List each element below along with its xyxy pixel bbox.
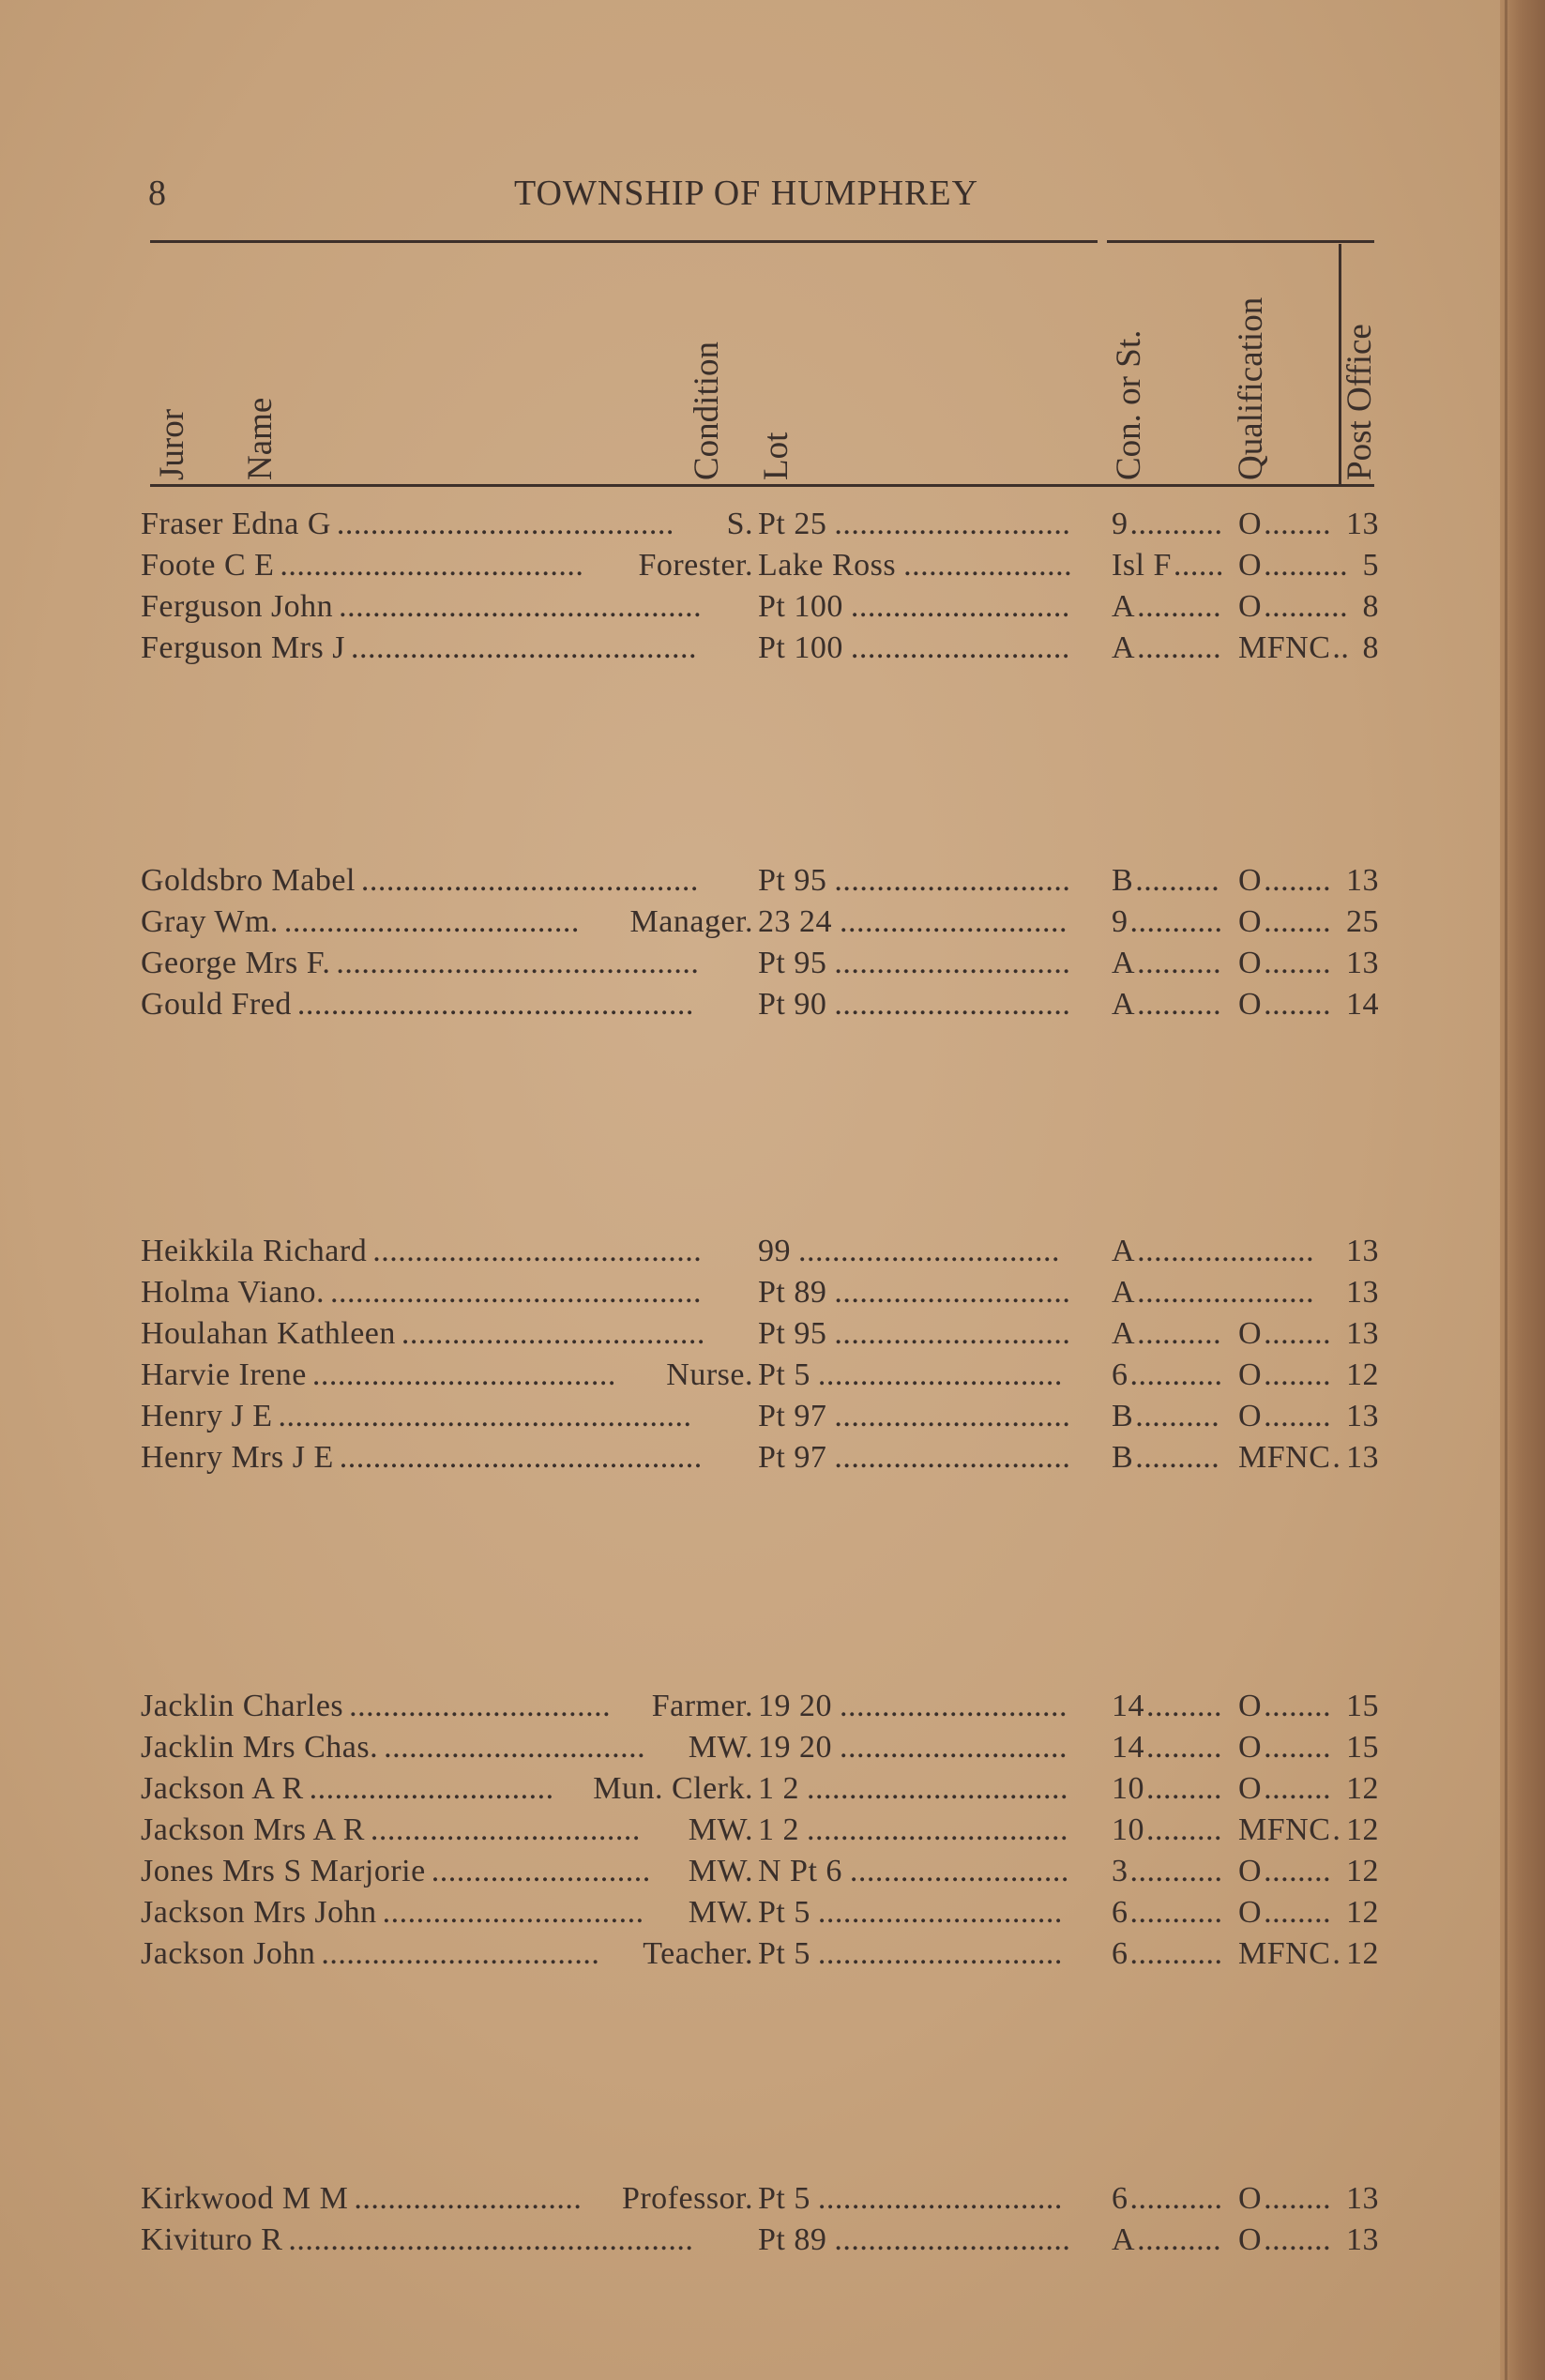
leader-dots: ........................... — [840, 1730, 1068, 1765]
entry-lot: Pt 89 — [758, 1275, 827, 1310]
entry-post-office: 8 — [1362, 589, 1379, 624]
juror-entry — [0, 1730, 1501, 1771]
leader-dots: ........ — [1264, 1771, 1332, 1806]
entry-post-office: 12 — [1346, 1812, 1379, 1847]
entry-qualification: MFNC — [1238, 1812, 1331, 1847]
leader-dots: ........ — [1264, 1689, 1332, 1723]
leader-dots: ........ — [1264, 2181, 1332, 2216]
entry-name: Jacklin Charles — [141, 1689, 344, 1723]
leader-dots: ........ — [1264, 1316, 1332, 1351]
leader-dots: ........ — [1264, 904, 1332, 939]
entry-name: Ferguson John — [141, 589, 334, 624]
entry-post-office: 25 — [1346, 904, 1379, 939]
entry-con: 10 — [1112, 1812, 1144, 1847]
entry-lot: 19 20 — [758, 1689, 832, 1723]
entry-lot: Pt 97 — [758, 1399, 827, 1433]
entry-name: Jackson Mrs A R — [141, 1812, 365, 1847]
entry-con: B — [1112, 863, 1134, 898]
leader-dots: .................................... — [280, 548, 584, 583]
entry-lot: Pt 90 — [758, 987, 827, 1022]
leader-dots: .................................... — [401, 1316, 705, 1351]
leader-dots: ..................... — [1137, 1234, 1315, 1268]
entry-con: B — [1112, 1440, 1134, 1475]
entry-con: A — [1112, 2222, 1136, 2257]
entry-condition: Farmer. — [651, 1689, 753, 1723]
leader-dots: ................................ — [370, 1812, 641, 1847]
entry-name: Harvie Irene — [141, 1357, 307, 1392]
running-title: TOWNSHIP OF HUMPHREY — [514, 174, 979, 213]
entry-name: Ferguson Mrs J — [141, 630, 345, 665]
entry-name: Henry Mrs J E — [141, 1440, 334, 1475]
entry-name: Kivituro R — [141, 2222, 283, 2257]
juror-entry — [0, 1357, 1501, 1399]
juror-entry — [0, 1316, 1501, 1357]
page-number: 8 — [148, 174, 166, 213]
leader-dots: ............................. — [817, 2181, 1063, 2216]
entry-post-office: 14 — [1346, 987, 1379, 1022]
entry-lot: Pt 97 — [758, 1440, 827, 1475]
entry-con: A — [1112, 630, 1136, 665]
entry-lot: Lake Ross — [758, 548, 897, 583]
entry-con: 14 — [1112, 1730, 1144, 1765]
juror-entry — [0, 630, 1501, 672]
entry-name: Goldsbro Mabel — [141, 863, 356, 898]
entry-name: Jackson Mrs John — [141, 1895, 377, 1930]
entry-con: 9 — [1112, 904, 1128, 939]
entry-qualification: O — [1238, 1730, 1263, 1765]
entry-name: Heikkila Richard — [141, 1234, 368, 1268]
leader-dots: ........... — [1129, 1854, 1223, 1888]
entry-lot: 99 — [758, 1234, 791, 1268]
entry-qualification: MFNC — [1238, 630, 1331, 665]
leader-dots: ......... — [1146, 1730, 1222, 1765]
entry-post-office: 13 — [1346, 1234, 1379, 1268]
juror-entry — [0, 548, 1501, 589]
entry-qualification: O — [1238, 548, 1263, 583]
leader-dots: ............................... — [349, 1689, 612, 1723]
entry-lot: Pt 95 — [758, 863, 827, 898]
leader-dots: ............................ — [834, 1275, 1071, 1310]
entry-condition: Nurse. — [666, 1357, 753, 1392]
leader-dots: ................................... — [283, 904, 580, 939]
entry-lot: 1 2 — [758, 1771, 799, 1806]
entry-lot: Pt 5 — [758, 2181, 810, 2216]
entry-lot: Pt 25 — [758, 507, 827, 541]
entry-con: A — [1112, 946, 1136, 980]
entry-post-office: 12 — [1346, 1895, 1379, 1930]
leader-dots: ......................................... — [350, 630, 697, 665]
entry-post-office: 13 — [1346, 1316, 1379, 1351]
leader-dots: ................................. — [321, 1936, 600, 1971]
leader-dots: .. — [1332, 630, 1350, 665]
entry-post-office: 12 — [1346, 1936, 1379, 1971]
entry-con: A — [1112, 1275, 1136, 1310]
leader-dots: ............................... — [384, 1730, 646, 1765]
leader-dots: ......... — [1146, 1689, 1222, 1723]
juror-entry — [0, 863, 1501, 904]
entry-condition: Professor. — [621, 2181, 753, 2216]
column-header-lot: Lot — [757, 432, 795, 480]
entry-qualification: O — [1238, 1316, 1263, 1351]
header-rule-top — [150, 240, 1098, 243]
entry-post-office: 5 — [1362, 548, 1379, 583]
entry-lot: Pt 5 — [758, 1895, 810, 1930]
leader-dots: ........... — [1129, 507, 1223, 541]
leader-dots: ........................................... — [336, 946, 700, 980]
leader-dots: ........................................... — [339, 1440, 703, 1475]
entry-post-office: 15 — [1346, 1689, 1379, 1723]
entry-con: 3 — [1112, 1854, 1128, 1888]
juror-entry — [0, 946, 1501, 987]
leader-dots: ........ — [1264, 1854, 1332, 1888]
entry-qualification: O — [1238, 904, 1263, 939]
leader-dots: .......... — [1135, 1399, 1220, 1433]
leader-dots: ........... — [1129, 1895, 1223, 1930]
entry-con: 10 — [1112, 1771, 1144, 1806]
entry-lot: Pt 5 — [758, 1357, 810, 1392]
entry-lot: Pt 89 — [758, 2222, 827, 2257]
leader-dots: .......... — [1137, 987, 1222, 1022]
entry-post-office: 12 — [1346, 1854, 1379, 1888]
leader-dots: .......... — [1264, 589, 1349, 624]
entry-condition: MW. — [688, 1812, 753, 1847]
leader-dots: .......... — [1264, 548, 1349, 583]
entry-post-office: 15 — [1346, 1730, 1379, 1765]
entry-name: Gould Fred — [141, 987, 292, 1022]
leader-dots: ............................................... — [296, 987, 694, 1022]
leader-dots: .......... — [1135, 863, 1220, 898]
column-header-name: Name — [241, 397, 280, 480]
entry-lot: 23 24 — [758, 904, 832, 939]
leader-dots: ........ — [1264, 863, 1332, 898]
juror-entry — [0, 987, 1501, 1028]
entry-qualification: O — [1238, 2181, 1263, 2216]
entry-lot: 19 20 — [758, 1730, 832, 1765]
entry-qualification: O — [1238, 2222, 1263, 2257]
leader-dots: ............................... — [798, 1234, 1060, 1268]
leader-dots: . — [1332, 1440, 1341, 1475]
leader-dots: ............................... — [382, 1895, 644, 1930]
leader-dots: ............................ — [834, 987, 1071, 1022]
juror-entry — [0, 904, 1501, 946]
entry-post-office: 13 — [1346, 2181, 1379, 2216]
leader-dots: ........................................... — [339, 589, 703, 624]
entry-condition: S. — [726, 507, 753, 541]
entry-con: 6 — [1112, 1357, 1128, 1392]
entry-lot: Pt 95 — [758, 1316, 827, 1351]
entry-qualification: O — [1238, 1895, 1263, 1930]
leader-dots: ............................ — [834, 1316, 1071, 1351]
entry-lot: Pt 100 — [758, 589, 843, 624]
entry-name: Jacklin Mrs Chas. — [141, 1730, 379, 1765]
column-header-post-office: Post Office — [1341, 324, 1379, 480]
entry-qualification: O — [1238, 946, 1263, 980]
leader-dots: .......... — [1137, 1316, 1222, 1351]
column-header-con-or-st: Con. or St. — [1110, 329, 1148, 480]
entry-name: Fraser Edna G — [141, 507, 331, 541]
leader-dots: ........ — [1264, 1895, 1332, 1930]
entry-lot: Pt 95 — [758, 946, 827, 980]
leader-dots: ........... — [1129, 904, 1223, 939]
entry-qualification: MFNC — [1238, 1936, 1331, 1971]
entry-lot: N Pt 6 — [758, 1854, 842, 1888]
leader-dots: ....................................... — [372, 1234, 703, 1268]
leader-dots: ...... — [1173, 548, 1224, 583]
entry-name: Henry J E — [141, 1399, 273, 1433]
entry-name: Holma Viano. — [141, 1275, 325, 1310]
juror-entry — [0, 1895, 1501, 1936]
entry-condition: Teacher. — [643, 1936, 753, 1971]
leader-dots: ........ — [1264, 1357, 1332, 1392]
entry-con: 6 — [1112, 1895, 1128, 1930]
leader-dots: ........ — [1264, 507, 1332, 541]
entry-post-office: 13 — [1346, 946, 1379, 980]
leader-dots: ........................................ — [360, 863, 699, 898]
entry-name: Foote C E — [141, 548, 275, 583]
leader-dots: ..................... — [1137, 1275, 1315, 1310]
leader-dots: ........................... — [840, 904, 1068, 939]
juror-entry — [0, 1689, 1501, 1730]
column-header-condition: Condition — [688, 341, 726, 480]
leader-dots: ............................ — [834, 1440, 1071, 1475]
entry-con: A — [1112, 1234, 1136, 1268]
leader-dots: ......... — [1146, 1771, 1222, 1806]
leader-dots: ............................ — [834, 1399, 1071, 1433]
juror-entry — [0, 1234, 1501, 1275]
leader-dots: .......... — [1135, 1440, 1220, 1475]
entry-post-office: 13 — [1346, 1440, 1379, 1475]
leader-dots: ............................................ — [329, 1275, 702, 1310]
entry-con: Isl F — [1112, 548, 1172, 583]
juror-entry — [0, 1936, 1501, 1978]
entry-qualification: MFNC — [1238, 1440, 1331, 1475]
entry-condition: Manager. — [629, 904, 753, 939]
leader-dots: ........... — [1129, 1936, 1223, 1971]
juror-entry — [0, 1440, 1501, 1481]
entry-qualification: O — [1238, 1357, 1263, 1392]
leader-dots: ........ — [1264, 946, 1332, 980]
page-edge — [1505, 0, 1507, 2380]
leader-dots: ............................ — [834, 507, 1071, 541]
leader-dots: .................... — [903, 548, 1073, 583]
entry-con: A — [1112, 589, 1136, 624]
entry-qualification: O — [1238, 1854, 1263, 1888]
entry-post-office: 13 — [1346, 2222, 1379, 2257]
leader-dots: ........................................ — [336, 507, 674, 541]
leader-dots: .......................... — [850, 589, 1070, 624]
leader-dots: ........ — [1264, 987, 1332, 1022]
entry-qualification: O — [1238, 1771, 1263, 1806]
leader-dots: ............................ — [834, 946, 1071, 980]
entry-con: B — [1112, 1399, 1134, 1433]
leader-dots: ........... — [1129, 2181, 1223, 2216]
leader-dots: ........ — [1264, 1399, 1332, 1433]
entry-post-office: 12 — [1346, 1357, 1379, 1392]
leader-dots: ........................... — [354, 2181, 583, 2216]
juror-entry — [0, 1812, 1501, 1854]
leader-dots: ............................. — [309, 1771, 554, 1806]
entry-con: A — [1112, 987, 1136, 1022]
entry-qualification: O — [1238, 589, 1263, 624]
entry-name: Jones Mrs S Marjorie — [141, 1854, 426, 1888]
leader-dots: ........... — [1129, 1357, 1223, 1392]
juror-entry — [0, 507, 1501, 548]
entry-lot: Pt 5 — [758, 1936, 810, 1971]
header-rule-top-right — [1107, 240, 1374, 243]
entry-post-office: 13 — [1346, 507, 1379, 541]
leader-dots: .......... — [1137, 2222, 1222, 2257]
entry-condition: Forester. — [638, 548, 753, 583]
entry-qualification: O — [1238, 1399, 1263, 1433]
column-header-juror: Juror — [153, 408, 191, 480]
leader-dots: .......... — [1137, 630, 1222, 665]
entry-name: Gray Wm. — [141, 904, 279, 939]
leader-dots: . — [1332, 1812, 1341, 1847]
entry-post-office: 13 — [1346, 1275, 1379, 1310]
entry-qualification: O — [1238, 507, 1263, 541]
leader-dots: ................................................. — [278, 1399, 692, 1433]
leader-dots: . — [1332, 1936, 1341, 1971]
leader-dots: ............................... — [807, 1812, 1068, 1847]
entry-con: 14 — [1112, 1689, 1144, 1723]
leader-dots: .......................... — [849, 1854, 1069, 1888]
entry-name: Kirkwood M M — [141, 2181, 349, 2216]
leader-dots: ............................. — [817, 1357, 1063, 1392]
entry-con: 6 — [1112, 1936, 1128, 1971]
entry-lot: Pt 100 — [758, 630, 843, 665]
juror-entry — [0, 1399, 1501, 1440]
entry-condition: Mun. Clerk. — [593, 1771, 753, 1806]
leader-dots: ................................................ — [288, 2222, 694, 2257]
column-header-qualification: Qualification — [1232, 296, 1270, 480]
entry-condition: MW. — [688, 1854, 753, 1888]
juror-entry — [0, 2181, 1501, 2222]
leader-dots: ........................... — [840, 1689, 1068, 1723]
entry-qualification: O — [1238, 863, 1263, 898]
leader-dots: ........ — [1264, 2222, 1332, 2257]
entry-name: Jackson A R — [141, 1771, 304, 1806]
leader-dots: ............................ — [834, 863, 1071, 898]
entry-post-office: 13 — [1346, 1399, 1379, 1433]
entry-post-office: 8 — [1362, 630, 1379, 665]
entry-condition: MW. — [688, 1895, 753, 1930]
leader-dots: ........ — [1264, 1730, 1332, 1765]
entry-name: George Mrs F. — [141, 946, 331, 980]
leader-dots: ......... — [1146, 1812, 1222, 1847]
entry-condition: MW. — [688, 1730, 753, 1765]
entry-con: 9 — [1112, 507, 1128, 541]
header-rule-bottom — [150, 484, 1374, 487]
leader-dots: .......... — [1137, 589, 1222, 624]
entry-lot: 1 2 — [758, 1812, 799, 1847]
entry-qualification: O — [1238, 1689, 1263, 1723]
juror-entry — [0, 589, 1501, 630]
entry-qualification: O — [1238, 987, 1263, 1022]
leader-dots: .................................... — [311, 1357, 616, 1392]
entry-name: Jackson John — [141, 1936, 316, 1971]
leader-dots: .......................... — [850, 630, 1070, 665]
leader-dots: ............................. — [817, 1936, 1063, 1971]
leader-dots: .......... — [1137, 946, 1222, 980]
juror-entry — [0, 2222, 1501, 2264]
juror-entry — [0, 1771, 1501, 1812]
leader-dots: ............................. — [817, 1895, 1063, 1930]
entry-con: 6 — [1112, 2181, 1128, 2216]
leader-dots: ............................ — [834, 2222, 1071, 2257]
entry-post-office: 12 — [1346, 1771, 1379, 1806]
juror-entry — [0, 1854, 1501, 1895]
entry-con: A — [1112, 1316, 1136, 1351]
leader-dots: .......................... — [431, 1854, 651, 1888]
juror-entry — [0, 1275, 1501, 1316]
leader-dots: ............................... — [807, 1771, 1068, 1806]
entry-post-office: 13 — [1346, 863, 1379, 898]
entry-name: Houlahan Kathleen — [141, 1316, 396, 1351]
